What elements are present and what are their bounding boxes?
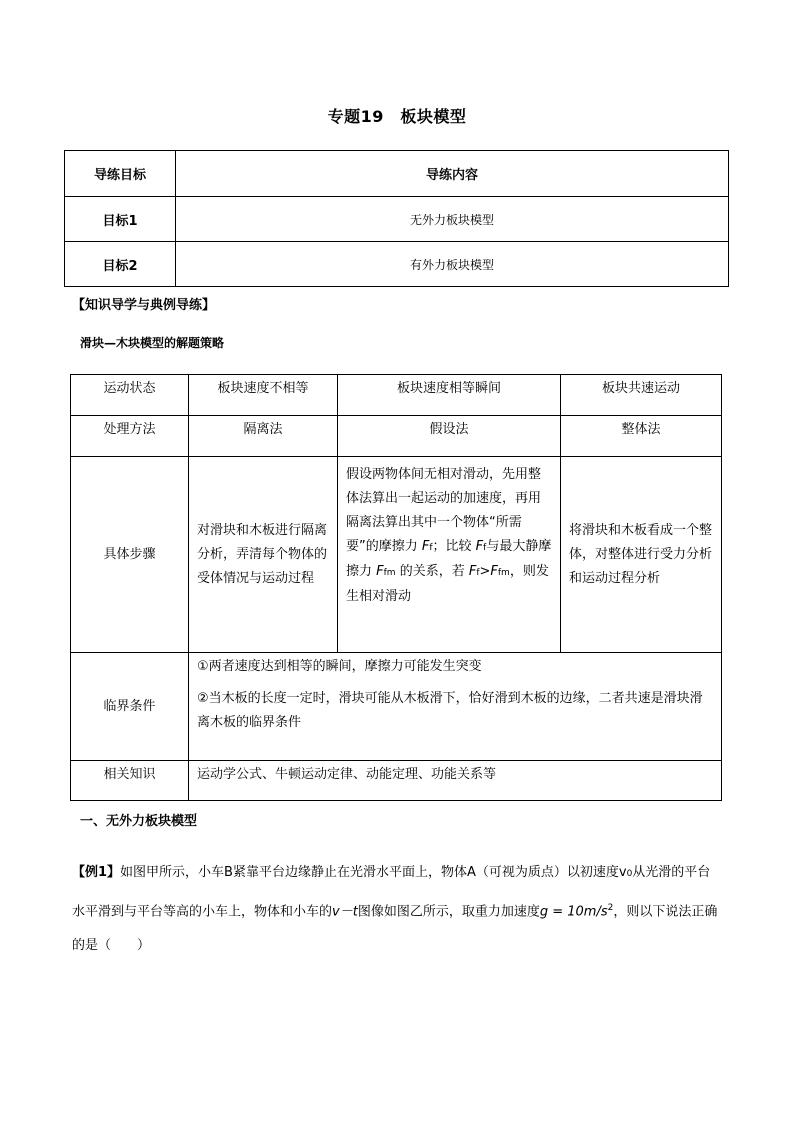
example-text: 从光滑的平台水平滑到与平台等高的小车上，物体和小车的 — [72, 865, 711, 920]
strategy-method-row — [71, 416, 722, 457]
method-assume: 假设法 — [338, 416, 561, 457]
strategy-header-cell: 板块速度不相等 — [189, 375, 338, 416]
v0-subscript: 0 — [626, 869, 633, 879]
goals-header-target: 导练目标 — [65, 151, 176, 197]
page-title: 专题19 板块模型 — [327, 107, 467, 126]
critical-condition-2: ②当木板的长度一定时，滑块可能从木板滑下，恰好滑到木板的边缘，二者共速是滑块滑离木板的临界条件 — [197, 691, 703, 730]
strategy-steps-row — [71, 457, 722, 653]
steps-assume-text: 的关系，若 — [395, 564, 469, 579]
strategy-related-row — [71, 761, 722, 801]
steps-assume-text: 与最大静摩擦力 — [346, 539, 552, 579]
steps-label: 具体步骤 — [71, 457, 189, 653]
gravity-formula: g = 10m/s — [539, 904, 608, 920]
method-isolation: 隔离法 — [189, 416, 338, 457]
method-label: 处理方法 — [71, 416, 189, 457]
steps-assume-text: 假设两物体间无相对滑动，先用整体法算出一起运动的加速度，再用隔离法算出其中一个物体“所需要”的摩擦力 — [346, 467, 542, 554]
critical-condition-1: ①两者速度达到相等的瞬间，摩擦力可能发生突变 — [197, 659, 482, 674]
goals-header-row — [65, 151, 729, 197]
strategy-critical-row — [71, 653, 722, 761]
max-friction-symbol: F — [376, 564, 384, 579]
vt-symbol: v－t — [332, 904, 358, 920]
strategy-heading: 滑块—木块模型的解题策略 — [80, 336, 225, 350]
strategy-header-cell: 运动状态 — [71, 375, 189, 416]
related-content: 运动学公式、牛顿运动定律、动能定理、功能关系等 — [189, 761, 722, 801]
greater-than-sign: > — [479, 564, 491, 579]
max-friction-subscript: fm — [497, 568, 510, 578]
strategy-table — [70, 374, 722, 801]
example-tag: 【例1】 — [72, 865, 121, 880]
example-text: ，则以下说法正确的是（ ） — [72, 904, 718, 954]
strategy-header-cell: 板块共速运动 — [561, 375, 722, 416]
goals-row-content: 有外力板块模型 — [176, 242, 729, 287]
steps-isolation: 对滑块和木板进行隔离分析，弄清每个物体的受体情况与运动过程 — [189, 457, 338, 653]
friction-symbol: F — [468, 564, 477, 579]
example-1 — [72, 856, 722, 963]
goals-row-label: 目标2 — [65, 242, 176, 287]
steps-assume — [338, 457, 561, 653]
critical-content — [189, 653, 722, 761]
section-one-heading: 一、无外力板块模型 — [80, 814, 198, 829]
example-text: 图像如图乙所示，取重力加速度 — [357, 904, 540, 920]
max-friction-symbol: F — [490, 564, 498, 579]
strategy-header-row — [71, 375, 722, 416]
steps-whole: 将滑块和木板看成一个整体，对整体进行受力分析和运动过程分析 — [561, 457, 722, 653]
section-knowledge-heading: 【知识导学与典例导练】 — [72, 298, 216, 313]
related-label: 相关知识 — [71, 761, 189, 801]
method-whole: 整体法 — [561, 416, 722, 457]
steps-assume-text: ；比较 — [432, 539, 476, 554]
goals-row-label: 目标1 — [65, 197, 176, 242]
strategy-header-cell: 板块速度相等瞬间 — [338, 375, 561, 416]
max-friction-subscript: fm — [383, 568, 396, 578]
critical-label: 临界条件 — [71, 653, 189, 761]
friction-subscript: f — [429, 543, 433, 553]
friction-subscript: f — [476, 568, 480, 578]
friction-subscript: f — [483, 543, 487, 553]
steps-assume-text: ，则发生相对滑动 — [346, 564, 549, 604]
gravity-exponent: 2 — [607, 903, 614, 913]
friction-symbol: F — [475, 539, 484, 554]
example-text: 如图甲所示，小车B紧靠平台边缘静止在光滑水平面上，物体A（可视为质点）以初速度v — [120, 865, 627, 880]
friction-symbol: F — [421, 539, 430, 554]
goals-table — [64, 150, 729, 287]
goals-row — [65, 242, 729, 287]
goals-header-content: 导练内容 — [176, 151, 729, 197]
goals-row-content: 无外力板块模型 — [176, 197, 729, 242]
goals-row — [65, 197, 729, 242]
